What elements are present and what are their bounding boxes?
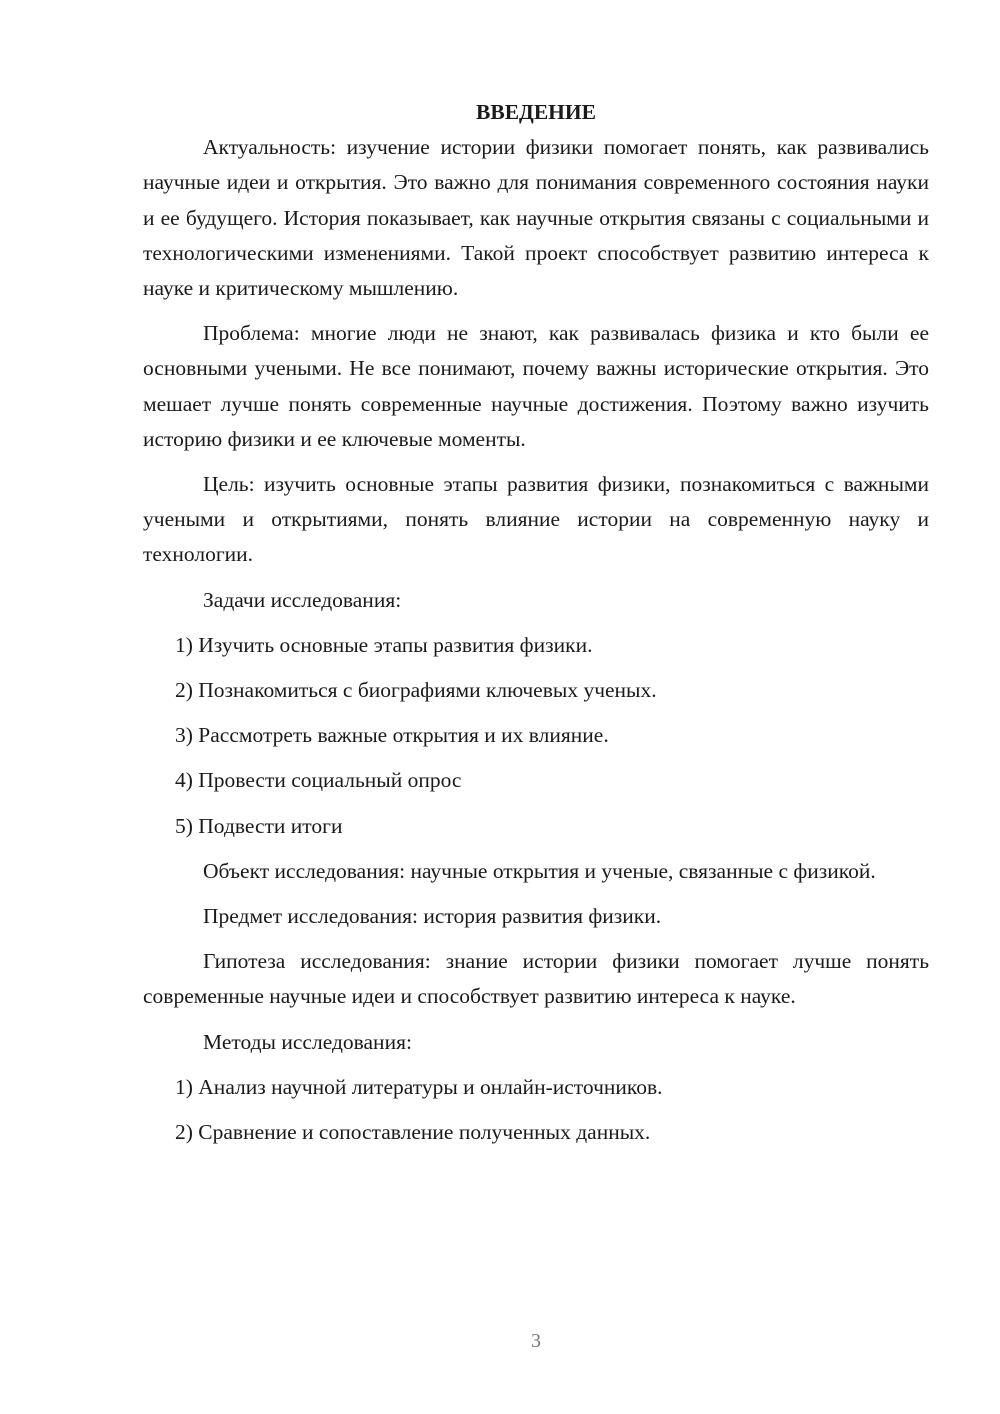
- list-item: 2) Познакомиться с биографиями ключевых ученых.: [175, 678, 657, 703]
- paragraph-object: Объект исследования: научные открытия и ученые, связанные с физикой.: [203, 858, 876, 883]
- tasks-list: [143, 628, 929, 844]
- paragraph-hypothesis: Гипотеза исследования: знание истории физики помогает лучше понять современные научные идеи и способствует развитию интереса к науке.: [143, 949, 929, 1009]
- list-item: 2) Сравнение и сопоставление полученных данных.: [175, 1120, 651, 1145]
- list-item: 5) Подвести итоги: [175, 813, 343, 838]
- paragraph-problem: Проблема: многие люди не знают, как развивалась физика и кто были ее основными учеными. Не все понимают, почему важны исторические открытия. Это мешает лучше понять современные научные достижения. Поэтому важно изучить историю физики и ее ключевые моменты.: [143, 321, 929, 451]
- section-title: ВВЕДЕНИЕ: [476, 100, 596, 124]
- list-item: 1) Анализ научной литературы и онлайн-источников.: [175, 1074, 663, 1099]
- page-number: 3: [531, 1330, 541, 1352]
- list-item: 4) Провести социальный опрос: [175, 768, 462, 793]
- methods-heading: Методы исследования:: [203, 1029, 412, 1054]
- list-item: 3) Рассмотреть важные открытия и их влияние.: [175, 723, 609, 748]
- paragraph-relevance: Актуальность: изучение истории физики помогает понять, как развивались научные идеи и открытия. Это важно для понимания современного состояния науки и ее будущего. История показывает, как научные открытия связаны с социальными и технологическими изменениями. Такой проект способствует развитию интереса к науке и критическому мышлению.: [143, 135, 929, 301]
- methods-list: [143, 1070, 929, 1150]
- document-body: [143, 95, 929, 1160]
- tasks-heading: Задачи исследования:: [203, 587, 402, 612]
- paragraph-goal: Цель: изучить основные этапы развития физики, познакомиться с важными учеными и открытиями, понять влияние истории на современную науку и технологии.: [143, 472, 929, 567]
- list-item: 1) Изучить основные этапы развития физики.: [175, 632, 593, 657]
- paragraph-subject: Предмет исследования: история развития физики.: [203, 904, 662, 929]
